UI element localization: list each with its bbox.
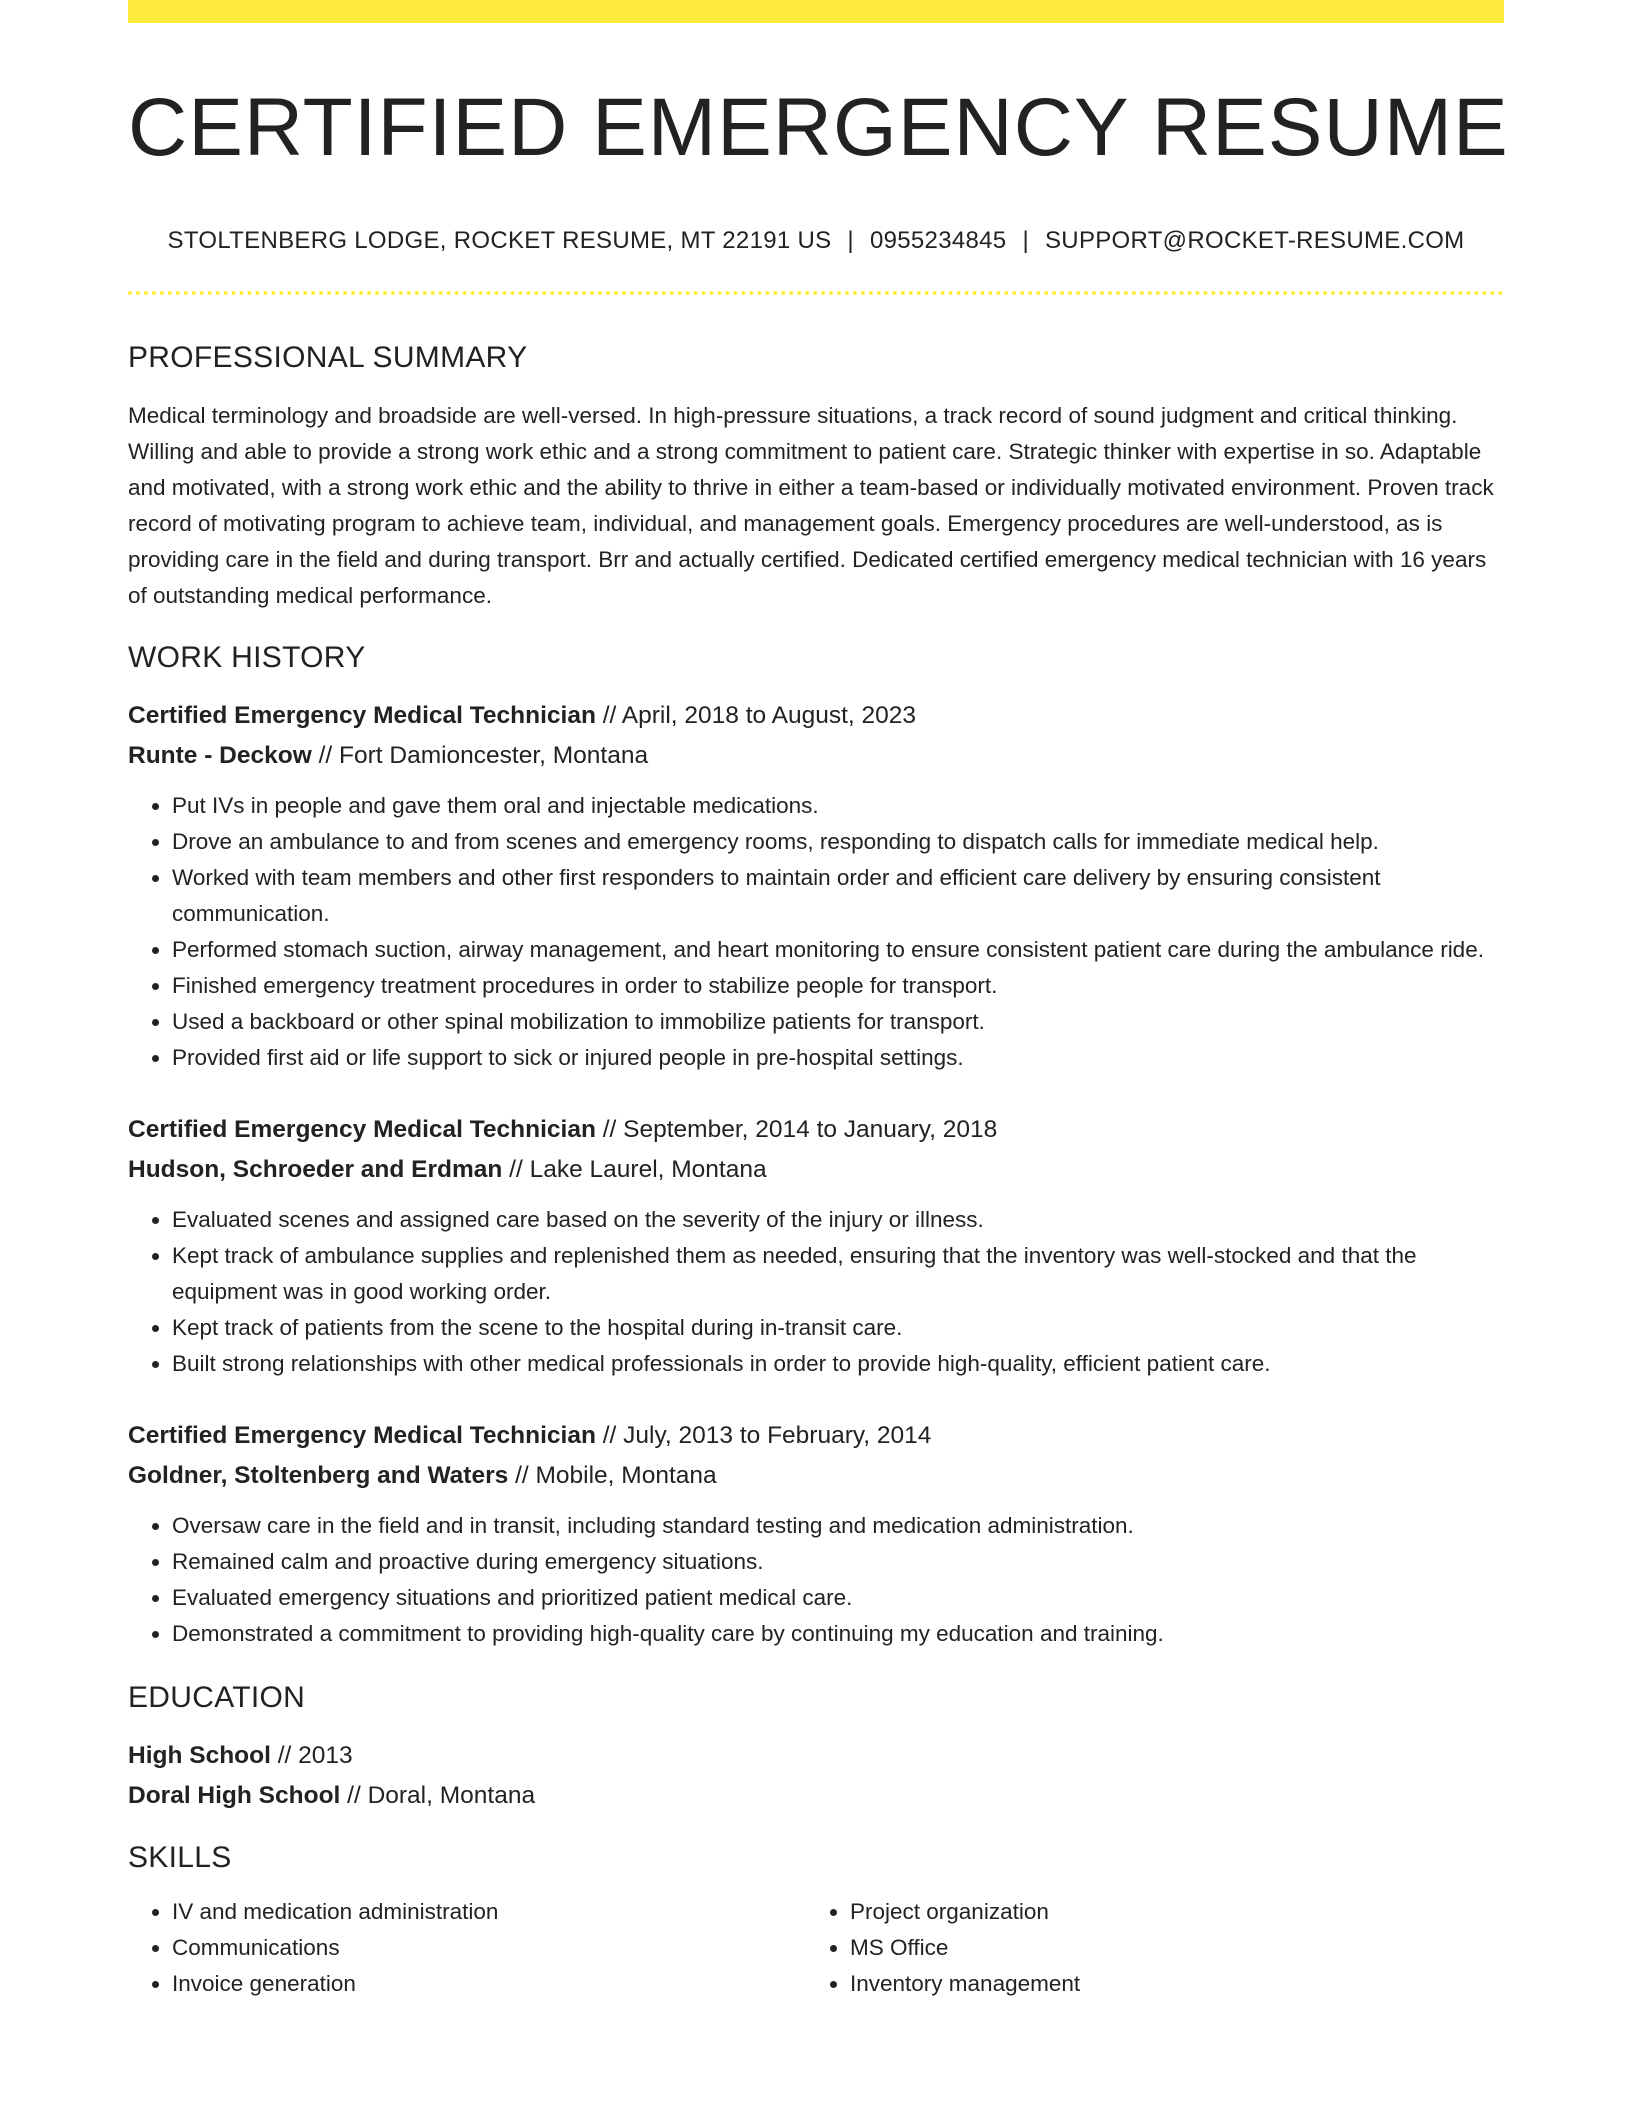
list-item: • Performed stomach suction, airway management, and heart monitoring to ensure consistent patient care during the ambulance ride.: [172, 932, 1504, 968]
education-entry: [128, 1736, 1504, 1816]
job-title-line: [128, 1416, 1504, 1456]
skills-list-right: [806, 1894, 1484, 2002]
education-year: // 2013: [270, 1741, 353, 1769]
list-item: • Provided first aid or life support to sick or injured people in pre-hospital settings.: [172, 1040, 1504, 1076]
skills-list-left: [128, 1894, 806, 2002]
job-company: Hudson, Schroeder and Erdman: [128, 1155, 503, 1183]
education-degree: High School: [128, 1741, 271, 1769]
education-degree-line: [128, 1736, 1504, 1776]
job-company-line: [128, 1456, 1504, 1496]
list-item: • Put IVs in people and gave them oral and injectable medications.: [172, 788, 1504, 824]
education-heading: EDUCATION: [128, 1680, 306, 1714]
job-duties-list: [128, 788, 1504, 1076]
resume-name: CERTIFIED EMERGENCY RESUME: [128, 82, 1509, 173]
work-history-heading: WORK HISTORY: [128, 640, 366, 674]
job-dates: // September, 2014 to January, 2018: [595, 1115, 998, 1143]
job-duties-list: [128, 1202, 1504, 1382]
job-location: // Lake Laurel, Montana: [502, 1155, 767, 1183]
top-accent-bar: [128, 0, 1504, 23]
job-position: Certified Emergency Medical Technician: [128, 1115, 596, 1143]
skills-columns: [128, 1894, 1504, 2002]
job-entry: [128, 696, 1504, 1076]
list-item: • Kept track of patients from the scene to the hospital during in-transit care.: [172, 1310, 1504, 1346]
contact-phone: 0955234845: [869, 227, 1007, 254]
skill-item: • Inventory management: [850, 1966, 1484, 2002]
job-company-line: [128, 1150, 1504, 1190]
list-item: • Finished emergency treatment procedures in order to stabilize people for transport.: [172, 968, 1504, 1004]
job-dates: // April, 2018 to August, 2023: [595, 701, 917, 729]
job-entry: [128, 1416, 1504, 1652]
skill-item: • IV and medication administration: [172, 1894, 806, 1930]
contact-separator: |: [847, 227, 854, 254]
list-item: • Oversaw care in the field and in transit, including standard testing and medication administration.: [172, 1508, 1504, 1544]
list-item: • Built strong relationships with other medical professionals in order to provide high-quality, efficient patient care.: [172, 1346, 1504, 1382]
list-item: • Drove an ambulance to and from scenes and emergency rooms, responding to dispatch calls for immediate medical help.: [172, 824, 1504, 860]
list-item: • Worked with team members and other first responders to maintain order and efficient care delivery by ensuring consistent communication.: [172, 860, 1504, 932]
skill-item: • Communications: [172, 1930, 806, 1966]
resume-page: [128, 0, 1509, 2002]
list-item: • Evaluated scenes and assigned care based on the severity of the injury or illness.: [172, 1202, 1504, 1238]
list-item: • Used a backboard or other spinal mobilization to immobilize patients for transport.: [172, 1004, 1504, 1040]
job-location: // Mobile, Montana: [508, 1461, 717, 1489]
job-position: Certified Emergency Medical Technician: [128, 1421, 596, 1449]
list-item: • Remained calm and proactive during emergency situations.: [172, 1544, 1504, 1580]
job-company: Runte - Deckow: [128, 741, 312, 769]
job-duties-list: [128, 1508, 1504, 1652]
dotted-divider: [128, 291, 1504, 295]
education-location: // Doral, Montana: [340, 1781, 536, 1809]
skill-item: • MS Office: [850, 1930, 1484, 1966]
job-company: Goldner, Stoltenberg and Waters: [128, 1461, 509, 1489]
job-title-line: [128, 696, 1504, 736]
contact-email: SUPPORT@ROCKET-RESUME.COM: [1045, 227, 1465, 254]
education-school-line: [128, 1776, 1504, 1816]
job-location: // Fort Damioncester, Montana: [311, 741, 649, 769]
job-dates: // July, 2013 to February, 2014: [595, 1421, 932, 1449]
list-item: • Evaluated emergency situations and prioritized patient medical care.: [172, 1580, 1504, 1616]
job-position: Certified Emergency Medical Technician: [128, 701, 596, 729]
contact-separator: |: [1022, 227, 1029, 254]
skill-item: • Project organization: [850, 1894, 1484, 1930]
skills-heading: SKILLS: [128, 1840, 232, 1874]
contact-address: STOLTENBERG LODGE, ROCKET RESUME, MT 22191 US: [167, 227, 832, 254]
list-item: • Demonstrated a commitment to providing high-quality care by continuing my education and training.: [172, 1616, 1504, 1652]
job-title-line: [128, 1110, 1504, 1150]
summary-heading: PROFESSIONAL SUMMARY: [128, 340, 528, 374]
skill-item: • Invoice generation: [172, 1966, 806, 2002]
job-entry: [128, 1110, 1504, 1382]
job-company-line: [128, 736, 1504, 776]
summary-text: Medical terminology and broadside are well-versed. In high-pressure situations, a track record of sound judgment and critical thinking. Willing and able to provide a strong work ethic and a strong commitment to patient care. Strategic thinker with expertise in so. Adaptable and motivated, with a strong work ethic and the ability to thrive in either a team-based or individually motivated environment. Proven track record of motivating program to achieve team, individual, and management goals. Emergency procedures are well-understood, as is providing care in the field and during transport. Brr and actually certified. Dedicated certified emergency medical technician with 16 years of outstanding medical performance.: [128, 402, 1494, 608]
contact-line: [128, 227, 1504, 256]
list-item: • Kept track of ambulance supplies and replenished them as needed, ensuring that the inventory was well-stocked and that the equipment was in good working order.: [172, 1238, 1504, 1310]
education-school: Doral High School: [128, 1781, 341, 1809]
